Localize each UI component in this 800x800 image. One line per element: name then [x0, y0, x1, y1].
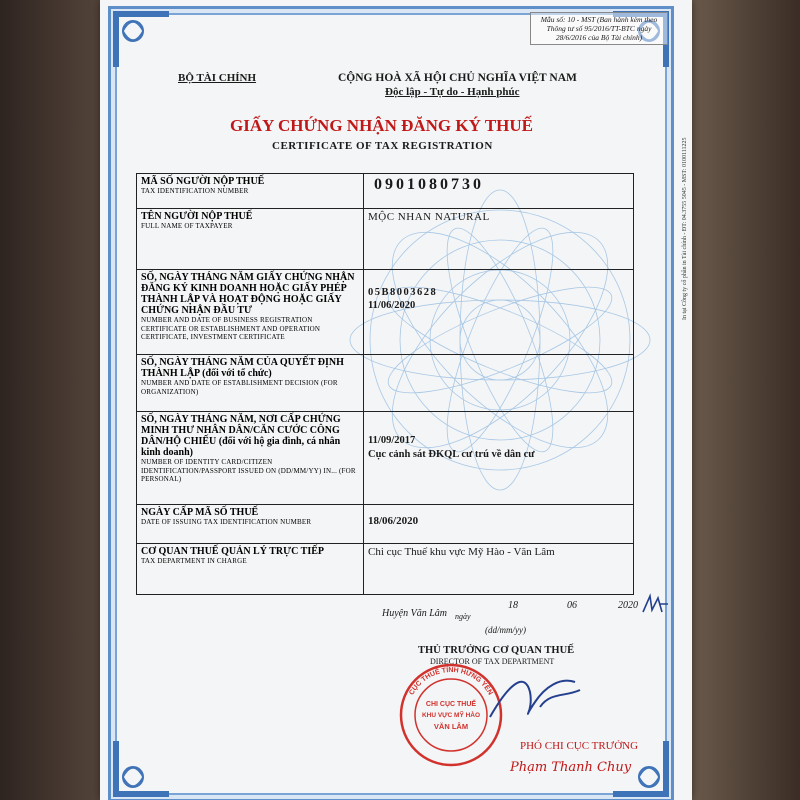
tax-department: Chi cục Thuế khu vực Mỹ Hào - Văn Lâm — [368, 546, 555, 558]
label-vn: TÊN NGƯỜI NỘP THUẾ — [141, 211, 253, 222]
table-row — [137, 209, 634, 270]
row-value — [364, 270, 634, 355]
table-row — [137, 412, 634, 505]
handwritten-signature — [480, 662, 590, 732]
table-row — [137, 505, 634, 544]
director-title-en: DIRECTOR OF TAX DEPARTMENT — [430, 657, 555, 666]
tax-id-number: 0901080730 — [374, 176, 484, 193]
taxpayer-name: MỘC NHAN NATURAL — [368, 211, 490, 223]
ngay-label: ngày — [455, 612, 471, 621]
id-issue-place: Cục cảnh sát ĐKQL cư trú về dân cư — [368, 449, 535, 460]
table-row — [137, 355, 634, 412]
label-en: FULL NAME OF TAXPAYER — [141, 222, 233, 230]
label-en: TAX IDENTIFICATION NUMBER — [141, 187, 249, 195]
table-row — [137, 174, 634, 209]
label-vn: SỐ, NGÀY THÁNG NĂM, NƠI CẤP CHỨNG MINH THƯ NHÂN DÂN/CĂN CƯỚC CÔNG DÂN/HỘ CHIẾU (đối với hộ gia đình, cá nhân kinh doanh) — [141, 414, 341, 458]
row-value — [364, 174, 634, 209]
stamp-line: KHU VỰC MỸ HÀO — [421, 712, 481, 719]
stamp-line: VĂN LÂM — [433, 722, 469, 731]
form-number: Mẫu số: 10 - MST (Ban hành kèm theo Thông tư số 95/2016/TT-BTC ngày 28/6/2016 của Bộ Tài chính) — [530, 12, 668, 45]
initials-mark — [640, 592, 670, 616]
label-en: TAX DEPARTMENT IN CHARGE — [141, 557, 247, 565]
republic-name: CỘNG HOÀ XÃ HỘI CHỦ NGHĨA VIỆT NAM — [338, 72, 577, 84]
deputy-title: PHÓ CHI CỤC TRƯỞNG — [520, 740, 639, 752]
registration-table — [136, 173, 634, 595]
row-label — [137, 270, 364, 355]
label-en: NUMBER AND DATE OF BUSINESS REGISTRATION CERTIFICATE OR ESTABLISHMENT AND OPERATION CERTIFICATE, INVESTMENT CERTIFICATE — [141, 316, 321, 341]
national-motto: Độc lập - Tự do - Hạnh phúc — [385, 86, 520, 98]
corner-ornament-icon — [111, 739, 171, 799]
business-registration — [368, 286, 629, 312]
ministry-name: BỘ TÀI CHÍNH — [178, 72, 257, 84]
row-label — [137, 209, 364, 270]
signer-name: Phạm Thanh Chuy — [510, 760, 632, 775]
table-row — [137, 544, 634, 595]
stamp-ring-text: CỤC THUẾ TỈNH HƯNG YÊN — [408, 667, 494, 697]
label-vn: NGÀY CẤP MÃ SỐ THUẾ — [141, 507, 259, 518]
row-value — [364, 355, 634, 412]
row-label — [137, 174, 364, 209]
issue-place: Huyện Văn Lâm — [382, 608, 447, 619]
tin-issue-date: 18/06/2020 — [368, 515, 419, 527]
label-vn: CƠ QUAN THUẾ QUẢN LÝ TRỰC TIẾP — [141, 546, 324, 557]
document-title-vn: GIẤY CHỨNG NHẬN ĐĂNG KÝ THUẾ — [230, 116, 534, 135]
id-issue-date: 11/09/2017 — [368, 435, 416, 446]
issue-day: 18 — [508, 600, 518, 611]
tax-certificate — [100, 0, 692, 800]
row-label — [137, 505, 364, 544]
issue-year: 2020 — [618, 600, 638, 611]
registration-date: 11/06/2020 — [368, 300, 416, 311]
background-right — [690, 0, 800, 800]
printer-note: In tại Công ty cổ phần in Tài chính - ĐT: 04.3755 5045 - MST: 0100111225 — [682, 137, 688, 320]
label-en: DATE OF ISSUING TAX IDENTIFICATION NUMBER — [141, 518, 312, 526]
label-vn: MÃ SỐ NGƯỜI NỘP THUẾ — [141, 176, 265, 187]
row-label — [137, 544, 364, 595]
stamp-line: CHI CỤC THUẾ — [425, 701, 477, 708]
issue-month: 06 — [567, 600, 577, 611]
label-en: NUMBER AND DATE OF ESTABLISHMENT DECISION (FOR ORGANIZATION) — [141, 379, 338, 396]
identity-document — [368, 434, 629, 462]
date-format-hint: (dd/mm/yy) — [485, 625, 526, 635]
background-left — [0, 0, 100, 800]
row-value — [364, 544, 634, 595]
label-en: NUMBER OF IDENTITY CARD/CITIZEN IDENTIFICATION/PASSPORT ISSUED ON (DD/MM/YY) IN... (FOR PERSONAL) — [141, 458, 356, 483]
row-label — [137, 355, 364, 412]
table-row — [137, 270, 634, 355]
row-value — [364, 412, 634, 505]
row-label — [137, 412, 364, 505]
director-title-vn: THỦ TRƯỞNG CƠ QUAN THUẾ — [418, 645, 575, 656]
registration-number: 05B8003628 — [368, 287, 438, 298]
document-title-en: CERTIFICATE OF TAX REGISTRATION — [272, 140, 493, 152]
label-vn: SỐ, NGÀY THÁNG NĂM CỦA QUYẾT ĐỊNH THÀNH LẬP (đối với tổ chức) — [141, 357, 344, 379]
row-value — [364, 505, 634, 544]
label-vn: SỐ, NGÀY THÁNG NĂM GIẤY CHỨNG NHẬN ĐĂNG KÝ KINH DOANH HOẶC GIẤY PHÉP THÀNH LẬP VÀ HOẠT ĐỘNG HOẶC GIẤY CHỨNG NHẬN ĐẦU TƯ — [141, 272, 355, 316]
row-value — [364, 209, 634, 270]
corner-ornament-icon — [111, 9, 171, 69]
